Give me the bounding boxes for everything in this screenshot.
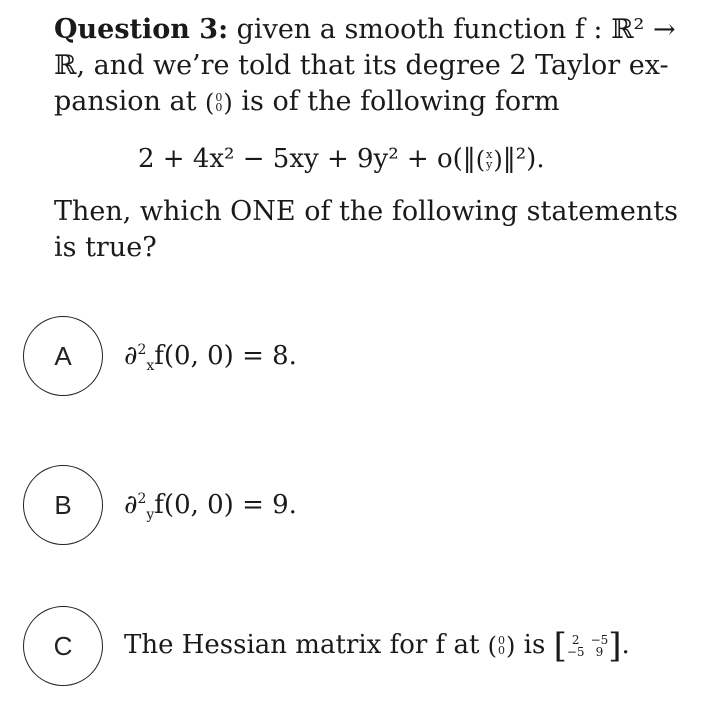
option-b[interactable] <box>23 465 297 545</box>
origin-bottom: 0 <box>498 644 506 657</box>
option-a[interactable] <box>23 316 297 396</box>
origin-vector: ( 0 0 ) <box>205 88 233 117</box>
question-line-2: ℝ, and we’re told that its degree 2 Taylor ex- <box>54 50 669 81</box>
origin-top: 0 <box>215 90 223 104</box>
vector-y: y <box>486 158 493 171</box>
prompt-line-2: is true? <box>54 232 157 263</box>
matrix-entry: 2 <box>571 633 580 647</box>
matrix-entry: 9 <box>595 645 604 659</box>
prompt-text <box>54 194 678 266</box>
partial-order: 2 <box>137 491 147 507</box>
vector-x: x <box>486 148 493 161</box>
question-line-3-tail: is of the following form <box>232 86 560 117</box>
prompt-line-1: Then, which ONE of the following statements <box>54 196 678 227</box>
option-a-text <box>124 341 297 374</box>
matrix-entry: −5 <box>566 645 585 659</box>
option-a-circle[interactable]: A <box>23 316 103 396</box>
matrix-entry: −5 <box>590 633 609 647</box>
partial-variable: x <box>146 358 155 374</box>
origin-top: 0 <box>498 634 506 647</box>
option-a-rest: f(0, 0) = 8. <box>154 341 297 371</box>
hessian-matrix: [ 2 −5 −5 9 ] <box>553 626 622 666</box>
partial-order: 2 <box>137 342 147 358</box>
option-b-text <box>124 490 297 523</box>
expansion-tail: ‖²). <box>502 144 545 174</box>
question-line-3-text: pansion at <box>54 86 206 117</box>
expansion-head: 2 + 4x² − 5xy + 9y² + o(‖ <box>138 144 476 174</box>
question-line-1-text: given a smooth function f : ℝ² → <box>228 14 676 45</box>
question-label: Question 3: <box>54 14 229 45</box>
question-line-3 <box>54 84 654 120</box>
option-c-text <box>124 626 630 666</box>
partial-symbol: ∂ <box>124 341 138 371</box>
option-c-circle[interactable]: C <box>23 606 103 686</box>
option-c-lead: The Hessian matrix for f at <box>124 630 488 660</box>
option-b-rest: f(0, 0) = 9. <box>154 490 297 520</box>
option-c-period: . <box>621 630 630 660</box>
option-c[interactable] <box>23 606 630 686</box>
option-b-circle[interactable]: B <box>23 465 103 545</box>
partial-variable: y <box>146 507 155 523</box>
taylor-expansion <box>138 141 545 177</box>
origin-bottom: 0 <box>215 100 223 114</box>
origin-vector: ( 0 0 ) <box>487 632 516 660</box>
question-text <box>54 12 676 120</box>
partial-symbol: ∂ <box>124 490 138 520</box>
xy-vector: ( x y ) <box>475 146 503 174</box>
option-c-is: is <box>515 630 554 660</box>
question-line-1 <box>54 12 676 48</box>
